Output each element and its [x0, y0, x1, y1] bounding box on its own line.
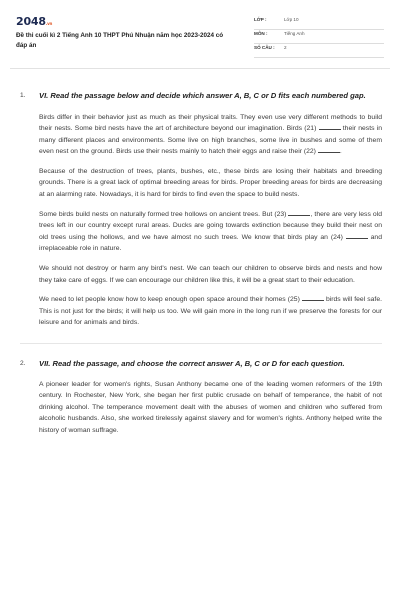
passage-paragraph: [39, 379, 382, 437]
meta-row-count: [254, 44, 384, 58]
passage-paragraph: [39, 294, 382, 329]
meta-value: 2: [284, 45, 287, 50]
passage-paragraph: [39, 263, 382, 286]
document-title: Đề thi cuối kì 2 Tiếng Anh 10 THPT Phú Nhuận năm học 2023-2024 có đáp án: [16, 32, 224, 49]
passage-text: Because of the destruction of trees, plants, bushes, etc., these birds are losing their habitats and breeding grounds. There is a great lack of optimal breeding areas for birds. Proper breeding areas for birds are decreasing at an alarming rate. Nowadays, it is hard for birds to find even the space to build nests.: [39, 167, 382, 199]
question-instruction: VII. Read the passage, and choose the correct answer A, B, C or D for each question.: [39, 359, 345, 368]
question-divider: [20, 343, 382, 344]
meta-key: LỚP :: [254, 17, 267, 22]
answer-gap-24: [346, 233, 368, 239]
logo-suffix: .vn: [45, 21, 53, 26]
passage-text: their nests in many different places and environments. Some live on high branches, some live in bushes and some of them even nest on the ground. Birds use their nests mainly to hatch their eggs and raise their (22): [39, 125, 382, 156]
question-number: 1.: [20, 92, 26, 99]
meta-value: Tiếng Anh: [284, 31, 305, 36]
passage-paragraph: [39, 112, 382, 158]
document-meta: [254, 16, 384, 58]
answer-gap-22: [318, 147, 342, 156]
document-header: [0, 0, 400, 66]
question-1: [20, 90, 382, 329]
passage-text: Some birds build nests on naturally formed tree hollows on ancient trees. But (23): [39, 210, 289, 218]
question-instruction: VI. Read the passage below and decide which answer A, B, C or D fits each numbered gap.: [39, 91, 366, 100]
question-heading: [20, 358, 382, 370]
meta-value: Lớp 10: [284, 17, 299, 22]
passage-text: , there are very less old trees left in our country except rural areas. Ducks are going towards extinction because they build their nest on old trees using the hollows, and we have almost no such trees. We know that birds play an (24): [39, 210, 382, 241]
meta-row-class: [254, 16, 384, 30]
passage-text: birds will feel safe. This is not just for the birds; it will help us too. We will gain more in the long run if we preserve the forests for our leisure and for animals and birds.: [39, 296, 382, 327]
header-divider: [10, 68, 390, 69]
question-number: 2.: [20, 360, 26, 367]
passage-text: A pioneer leader for women's rights, Susan Anthony became one of the leading women reformers of the 19th century. In Rochester, New York, she began her first public crusade on behalf of temperance, the habit of not drinking alcohol. The temperance movement dealt with the abuses of women and children who suffered from alcoholic husbands. Also, she worked tirelessly against slavery and for women's rights. Anthony helped write the history of woman suffrage.: [39, 380, 382, 434]
questions-container: [20, 90, 382, 436]
passage-text: We need to let people know how to keep enough open space around their homes (25): [39, 296, 302, 304]
meta-key: SỐ CÂU :: [254, 45, 275, 50]
answer-gap-23: [288, 210, 310, 216]
answer-gap-25: [302, 295, 324, 301]
passage-text: We should not destroy or harm any bird's nest. We can teach our children to observe birds and nests and how they take care of eggs. If we can encourage our children like this, it will be a great start to their education.: [39, 265, 382, 284]
question-2: [20, 358, 382, 436]
site-logo[interactable]: [16, 15, 52, 28]
answer-gap-21: [319, 124, 341, 130]
question-heading: [20, 90, 382, 102]
passage-text: and irreplaceable role in nature.: [39, 233, 382, 253]
meta-key: MÔN :: [254, 31, 268, 36]
passage-text: Birds differ in their behavior just as much as their physical traits. They even use very different methods to build their nests. Some bird nests have the art of architecture beyond our imagination. Birds (21): [39, 113, 382, 133]
meta-row-subject: [254, 30, 384, 44]
passage-text: .: [339, 148, 342, 156]
logo-main: 2048: [16, 15, 46, 28]
passage-paragraph: [39, 209, 382, 255]
passage-paragraph: [39, 166, 382, 201]
